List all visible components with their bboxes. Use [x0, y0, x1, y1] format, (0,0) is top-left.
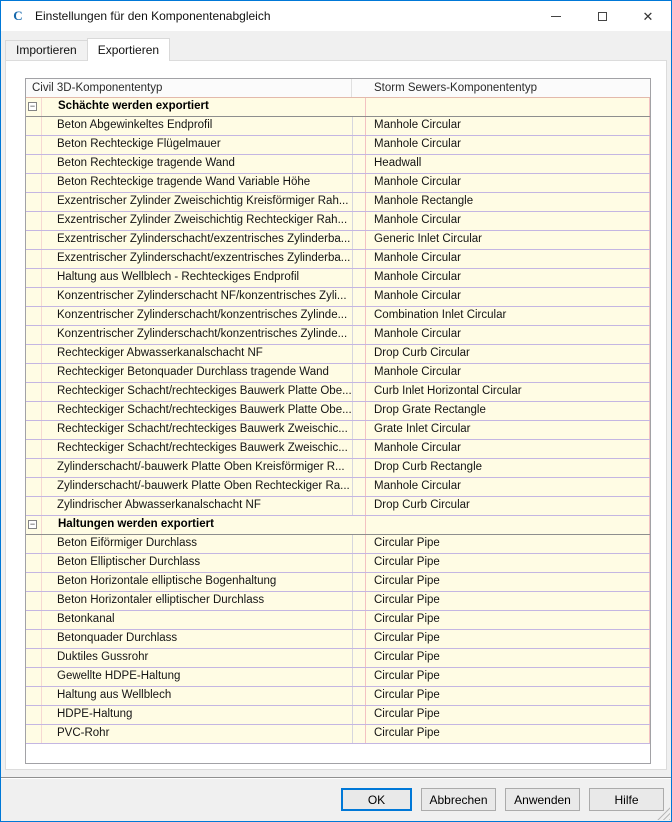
group-row[interactable]: [26, 98, 650, 117]
row-indent-gutter: [26, 288, 42, 306]
group-empty-cell: [366, 516, 650, 534]
storm-sewers-part-type-cell[interactable]: Generic Inlet Circular: [366, 231, 650, 249]
civil3d-part-type-cell[interactable]: Betonquader Durchlass: [57, 632, 178, 644]
row-indent-gutter: [26, 402, 42, 420]
column-divider: [352, 497, 366, 515]
table-row[interactable]: [26, 364, 650, 383]
storm-sewers-part-type-cell[interactable]: Curb Inlet Horizontal Circular: [366, 383, 650, 401]
table-row[interactable]: [26, 326, 650, 345]
maximize-button[interactable]: [579, 1, 625, 31]
column-divider: [352, 155, 366, 173]
component-matching-grid: [25, 78, 651, 764]
table-row[interactable]: [26, 440, 650, 459]
storm-sewers-part-type-cell[interactable]: Circular Pipe: [366, 592, 650, 610]
tab-strip: [5, 38, 170, 60]
civil3d-part-type-cell[interactable]: Beton Rechteckige tragende Wand: [57, 157, 235, 169]
column-divider: [352, 554, 366, 572]
row-indent-gutter: [26, 136, 42, 154]
row-indent-gutter: [26, 687, 42, 705]
civil3d-part-type-cell[interactable]: HDPE-Haltung: [57, 708, 133, 720]
table-row[interactable]: [26, 497, 650, 516]
row-indent-gutter: [26, 307, 42, 325]
table-row[interactable]: [26, 193, 650, 212]
civil3d-part-type-cell[interactable]: Exzentrischer Zylinder Zweischichtig Rechteckiger Rah...: [57, 214, 348, 226]
table-row[interactable]: [26, 231, 650, 250]
storm-sewers-part-type-cell[interactable]: Manhole Rectangle: [366, 193, 650, 211]
table-row[interactable]: [26, 288, 650, 307]
column-divider: [352, 478, 366, 496]
row-indent-gutter: [26, 592, 42, 610]
storm-sewers-part-type-cell[interactable]: Circular Pipe: [366, 554, 650, 572]
maximize-icon: [598, 12, 607, 21]
storm-sewers-part-type-cell[interactable]: Grate Inlet Circular: [366, 421, 650, 439]
table-row[interactable]: [26, 706, 650, 725]
storm-sewers-part-type-cell[interactable]: Manhole Circular: [366, 288, 650, 306]
storm-sewers-part-type-cell[interactable]: Circular Pipe: [366, 535, 650, 553]
collapse-toggle-icon[interactable]: −: [29, 101, 36, 111]
storm-sewers-part-type-cell[interactable]: Manhole Circular: [366, 478, 650, 496]
row-indent-gutter: [26, 497, 42, 515]
storm-sewers-part-type-cell[interactable]: Circular Pipe: [366, 668, 650, 686]
anwenden-button[interactable]: Anwenden: [505, 788, 580, 811]
column-divider: [352, 592, 366, 610]
storm-sewers-part-type-cell[interactable]: Manhole Circular: [366, 117, 650, 135]
storm-sewers-part-type-cell[interactable]: Manhole Circular: [366, 269, 650, 287]
column-divider: [352, 383, 366, 401]
row-indent-gutter: [26, 706, 42, 724]
column-divider: [352, 231, 366, 249]
row-indent-gutter: [26, 269, 42, 287]
row-indent-gutter: [26, 174, 42, 192]
hilfe-button[interactable]: Hilfe: [589, 788, 664, 811]
collapse-toggle-icon[interactable]: −: [29, 519, 36, 529]
civil3d-part-type-cell[interactable]: Konzentrischer Zylinderschacht/konzentrisches Zylinde...: [57, 309, 348, 321]
storm-sewers-part-type-cell[interactable]: Circular Pipe: [366, 573, 650, 591]
tab-exportieren[interactable]: Exportieren: [87, 38, 170, 61]
group-empty-cell: [366, 98, 650, 116]
column-divider: [352, 345, 366, 363]
column-divider: [352, 649, 366, 667]
storm-sewers-part-type-cell[interactable]: Circular Pipe: [366, 706, 650, 724]
minimize-button[interactable]: [533, 1, 579, 31]
column-divider: [352, 174, 366, 192]
row-indent-gutter: [26, 478, 42, 496]
row-indent-gutter: [26, 364, 42, 382]
civil3d-part-type-cell[interactable]: Konzentrischer Zylinderschacht/konzentrisches Zylinde...: [57, 328, 348, 340]
table-row[interactable]: [26, 668, 650, 687]
abbrechen-button[interactable]: Abbrechen: [421, 788, 496, 811]
row-indent-gutter: [26, 193, 42, 211]
civil3d-part-type-cell[interactable]: Betonkanal: [57, 613, 115, 625]
group-row[interactable]: [26, 516, 650, 535]
column-divider: [352, 687, 366, 705]
window-title: Einstellungen für den Komponentenabgleich: [35, 9, 271, 23]
storm-sewers-part-type-cell[interactable]: Drop Curb Circular: [366, 345, 650, 363]
column-divider: [352, 250, 366, 268]
civil3d-part-type-cell[interactable]: Beton Horizontale elliptische Bogenhaltung: [57, 575, 277, 587]
civil3d-part-type-cell[interactable]: Beton Abgewinkeltes Endprofil: [57, 119, 213, 131]
civil3d-part-type-cell[interactable]: Rechteckiger Schacht/rechteckiges Bauwerk Zweischic...: [57, 423, 348, 435]
table-row[interactable]: [26, 535, 650, 554]
table-row[interactable]: [26, 117, 650, 136]
column-divider: [353, 516, 366, 534]
row-indent-gutter: [26, 668, 42, 686]
row-indent-gutter: [26, 345, 42, 363]
row-indent-gutter: [26, 250, 42, 268]
storm-sewers-part-type-cell[interactable]: Manhole Circular: [366, 212, 650, 230]
close-button[interactable]: [625, 1, 671, 31]
civil3d-part-type-cell[interactable]: Rechteckiger Betonquader Durchlass tragende Wand: [57, 366, 329, 378]
window-controls: [533, 1, 671, 31]
storm-sewers-part-type-cell[interactable]: Circular Pipe: [366, 687, 650, 705]
table-row[interactable]: [26, 687, 650, 706]
row-indent-gutter: [26, 554, 42, 572]
table-row[interactable]: [26, 250, 650, 269]
column-header-storm-sewers[interactable]: Storm Sewers-Komponententyp: [374, 82, 537, 94]
table-row[interactable]: [26, 136, 650, 155]
row-indent-gutter: [26, 231, 42, 249]
civil3d-part-type-cell[interactable]: Duktiles Gussrohr: [57, 651, 149, 663]
column-divider: [352, 364, 366, 382]
civil3d-part-type-cell[interactable]: Rechteckiger Abwasserkanalschacht NF: [57, 347, 263, 359]
column-divider: [352, 326, 366, 344]
civil3d-part-type-cell[interactable]: Konzentrischer Zylinderschacht NF/konzentrisches Zyli...: [57, 290, 347, 302]
table-row[interactable]: [26, 459, 650, 478]
column-divider: [352, 440, 366, 458]
civil3d-part-type-cell[interactable]: Zylinderschacht/-bauwerk Platte Oben Rechteckiger Ra...: [57, 480, 350, 492]
row-indent-gutter: [26, 649, 42, 667]
row-indent-gutter: [26, 326, 42, 344]
row-indent-gutter: [26, 611, 42, 629]
column-divider: [352, 706, 366, 724]
civil3d-part-type-cell[interactable]: Zylindrischer Abwasserkanalschacht NF: [57, 499, 261, 511]
civil3d-part-type-cell[interactable]: Haltung aus Wellblech: [57, 689, 172, 701]
row-indent-gutter: [26, 535, 42, 553]
storm-sewers-part-type-cell[interactable]: Circular Pipe: [366, 630, 650, 648]
table-row[interactable]: [26, 383, 650, 402]
storm-sewers-part-type-cell[interactable]: Manhole Circular: [366, 174, 650, 192]
tab-importieren[interactable]: Importieren: [5, 40, 87, 60]
table-row[interactable]: [26, 155, 650, 174]
footer-bar: [1, 777, 671, 821]
storm-sewers-part-type-cell[interactable]: Headwall: [366, 155, 650, 173]
table-row[interactable]: [26, 307, 650, 326]
storm-sewers-part-type-cell[interactable]: Circular Pipe: [366, 611, 650, 629]
storm-sewers-part-type-cell[interactable]: Drop Curb Circular: [366, 497, 650, 515]
column-divider: [352, 573, 366, 591]
table-row[interactable]: [26, 269, 650, 288]
column-divider: [352, 421, 366, 439]
app-icon: C: [10, 8, 26, 24]
table-row[interactable]: [26, 478, 650, 497]
grid-body: [26, 98, 650, 744]
table-row[interactable]: [26, 174, 650, 193]
group-label: Haltungen werden exportiert: [58, 518, 214, 530]
row-indent-gutter: [26, 440, 42, 458]
civil3d-part-type-cell[interactable]: Gewellte HDPE-Haltung: [57, 670, 181, 682]
column-divider: [352, 630, 366, 648]
civil3d-part-type-cell[interactable]: Exzentrischer Zylinderschacht/exzentrisches Zylinderba...: [57, 233, 351, 245]
storm-sewers-part-type-cell[interactable]: Manhole Circular: [366, 364, 650, 382]
column-divider: [352, 193, 366, 211]
row-indent-gutter: [26, 573, 42, 591]
title-bar: [1, 1, 671, 31]
group-label: Schächte werden exportiert: [58, 100, 209, 112]
table-row[interactable]: [26, 212, 650, 231]
table-row[interactable]: [26, 649, 650, 668]
row-indent-gutter: [26, 117, 42, 135]
row-indent-gutter: [26, 725, 42, 743]
minimize-icon: [551, 16, 561, 17]
civil3d-part-type-cell[interactable]: Rechteckiger Schacht/rechteckiges Bauwerk Platte Obe...: [57, 385, 352, 397]
close-icon: ✕: [642, 8, 654, 24]
column-divider: [352, 611, 366, 629]
storm-sewers-part-type-cell[interactable]: Circular Pipe: [366, 649, 650, 667]
civil3d-part-type-cell[interactable]: Haltung aus Wellblech - Rechteckiges Endprofil: [57, 271, 300, 283]
table-row[interactable]: [26, 402, 650, 421]
column-divider: [352, 725, 366, 743]
storm-sewers-part-type-cell[interactable]: Manhole Circular: [366, 136, 650, 154]
row-indent-gutter: [26, 421, 42, 439]
civil3d-part-type-cell[interactable]: Beton Rechteckige Flügelmauer: [57, 138, 221, 150]
civil3d-part-type-cell[interactable]: Beton Horizontaler elliptischer Durchlass: [57, 594, 265, 606]
table-row[interactable]: [26, 611, 650, 630]
civil3d-part-type-cell[interactable]: Beton Eiförmiger Durchlass: [57, 537, 197, 549]
column-header-civil3d[interactable]: Civil 3D-Komponententyp: [26, 79, 352, 97]
button-row: [341, 788, 664, 811]
column-divider: [352, 212, 366, 230]
row-indent-gutter: [26, 459, 42, 477]
table-row[interactable]: [26, 630, 650, 649]
storm-sewers-part-type-cell[interactable]: Manhole Circular: [366, 326, 650, 344]
column-divider: [352, 459, 366, 477]
civil3d-part-type-cell[interactable]: Rechteckiger Schacht/rechteckiges Bauwerk Platte Obe...: [57, 404, 352, 416]
civil3d-part-type-cell[interactable]: Zylinderschacht/-bauwerk Platte Oben Kreisförmiger R...: [57, 461, 345, 473]
storm-sewers-part-type-cell[interactable]: Circular Pipe: [366, 725, 650, 743]
table-row[interactable]: [26, 554, 650, 573]
storm-sewers-part-type-cell[interactable]: Manhole Circular: [366, 250, 650, 268]
tab-page-exportieren: [5, 60, 667, 770]
storm-sewers-part-type-cell[interactable]: Drop Grate Rectangle: [366, 402, 650, 420]
column-divider: [352, 136, 366, 154]
civil3d-part-type-cell[interactable]: Exzentrischer Zylinderschacht/exzentrisches Zylinderba...: [57, 252, 351, 264]
storm-sewers-part-type-cell[interactable]: Drop Curb Rectangle: [366, 459, 650, 477]
column-divider: [352, 117, 366, 135]
column-divider: [352, 288, 366, 306]
column-divider: [352, 535, 366, 553]
row-indent-gutter: [26, 383, 42, 401]
storm-sewers-part-type-cell[interactable]: Manhole Circular: [366, 440, 650, 458]
column-divider: [352, 307, 366, 325]
civil3d-part-type-cell[interactable]: Exzentrischer Zylinder Zweischichtig Kreisförmiger Rah...: [57, 195, 349, 207]
civil3d-part-type-cell[interactable]: PVC-Rohr: [57, 727, 110, 739]
column-divider: [352, 668, 366, 686]
civil3d-part-type-cell[interactable]: Beton Rechteckige tragende Wand Variable Höhe: [57, 176, 311, 188]
row-indent-gutter: [26, 212, 42, 230]
grid-header: [26, 79, 650, 98]
table-row[interactable]: [26, 592, 650, 611]
civil3d-part-type-cell[interactable]: Rechteckiger Schacht/rechteckiges Bauwerk Zweischic...: [57, 442, 348, 454]
column-divider: [353, 98, 366, 116]
ok-button[interactable]: OK: [341, 788, 412, 811]
table-row[interactable]: [26, 345, 650, 364]
storm-sewers-part-type-cell[interactable]: Combination Inlet Circular: [366, 307, 650, 325]
column-divider: [352, 269, 366, 287]
table-row[interactable]: [26, 573, 650, 592]
civil3d-part-type-cell[interactable]: Beton Elliptischer Durchlass: [57, 556, 201, 568]
table-row[interactable]: [26, 421, 650, 440]
table-row[interactable]: [26, 725, 650, 744]
row-indent-gutter: [26, 630, 42, 648]
row-indent-gutter: [26, 155, 42, 173]
column-divider: [352, 402, 366, 420]
